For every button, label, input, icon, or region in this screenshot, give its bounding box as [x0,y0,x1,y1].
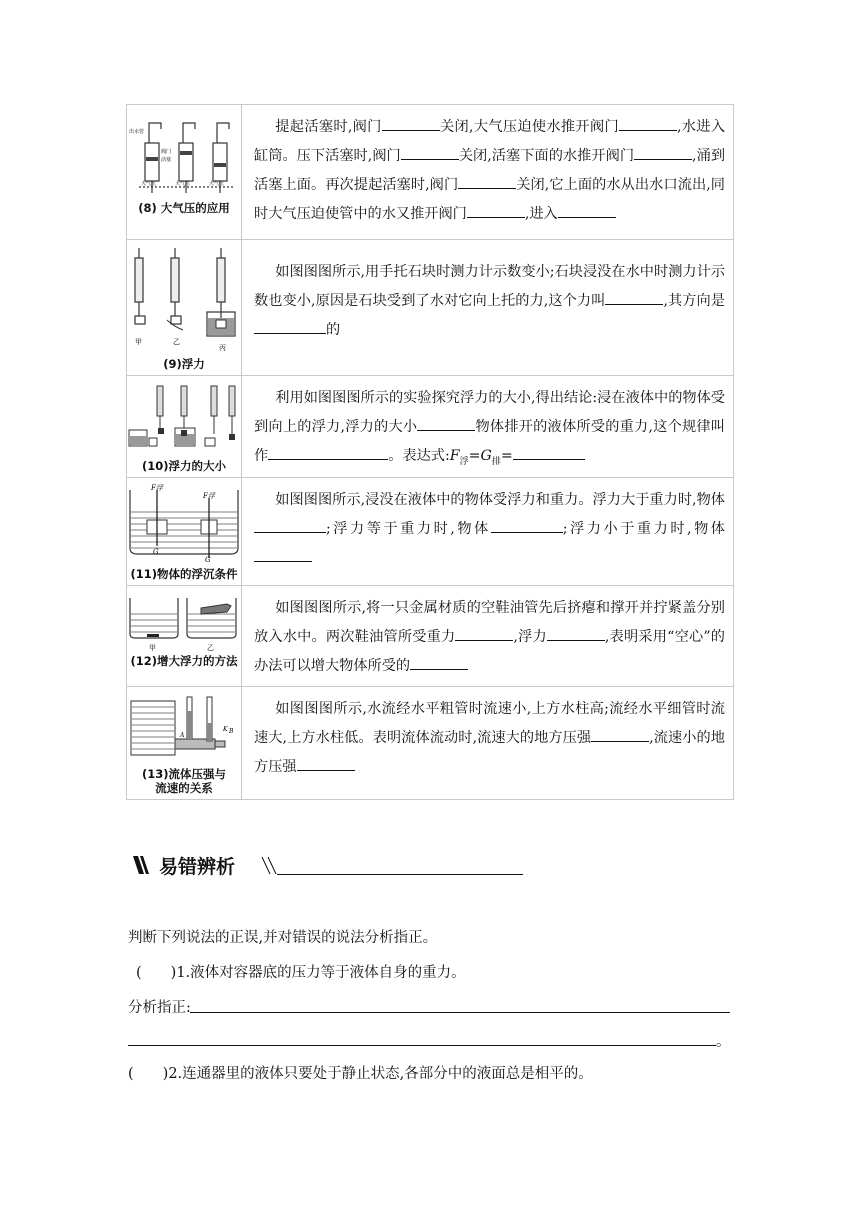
figure-cell-10 [127,376,242,478]
row-text-13 [242,686,734,799]
answer-blank[interactable] [634,143,692,160]
answer-blank[interactable] [254,317,326,334]
figure-cell-12 [127,585,242,686]
text-part: 提起活塞时,阀门 [275,119,382,135]
figure-cell-9 [127,240,242,376]
answer-blank[interactable] [605,288,663,305]
figure-label: 大气压 [175,181,191,187]
section-title: 易错辨析 [159,856,236,878]
answer-blank[interactable] [558,201,616,218]
intro-text: 判断下列说法的正误,并对错误的说法分析指正。 [128,930,438,946]
formula-eq: =G [468,448,492,464]
text-part: 关闭,大气压迫使水推开阀门 [439,119,619,135]
text-part: ;浮力小于重力时,物体 [562,520,725,537]
figure-cell-13 [127,686,242,799]
figure-label: K [223,725,228,733]
caption-line: 流速的关系 [155,780,213,795]
figure-cell-11 [127,477,242,585]
float-sink-figure [127,482,241,562]
pump-figure [127,113,241,213]
question-1 [136,961,466,982]
row-text-9 [242,240,734,376]
row-text-10 [242,376,734,478]
analysis-label: 分析指正: [128,1000,191,1016]
question-2 [128,1062,593,1083]
hollow-method-figure [127,590,241,662]
answer-blank[interactable] [455,624,513,641]
answer-blank[interactable] [513,443,585,460]
answer-blank[interactable] [410,653,468,670]
figure-label: 甲 [135,338,142,346]
figure-label: 甲 [149,643,156,652]
figure-label: 乙 [207,643,214,652]
text-part: 如图图图所示,水流经水平粗管时流速小,上方水柱高;流经水平细管时流速大,上方水柱低。表明流体流动时,流速大的地方压强 [254,700,725,746]
slash-decoration-icon [131,854,153,878]
text-part: ,水进入缸筒。压下活塞时,阀门 [254,119,726,164]
knowledge-table [126,104,734,800]
text-part: 物体排开的液体所受的重力,这个规律叫作 [254,419,725,464]
figure-label: F浮 [203,491,215,500]
figure-label: 乙 [173,338,180,346]
analysis-line[interactable] [190,1012,730,1013]
text-part: 关闭,它上面的水从出水口流出,同时大气压迫使管中的水又推开阀门 [254,177,725,222]
figure-label: 阀门 [161,149,172,155]
buoyancy-figure [127,244,241,356]
figure-cell-8 [127,105,242,240]
figure-label: 丙 [219,344,226,352]
answer-blank[interactable] [382,114,440,131]
answer-blank[interactable] [254,516,326,533]
text-part: ,流速小的地方压强 [254,729,725,775]
analysis-line[interactable] [128,1045,716,1046]
figure-caption: (12)增大浮力的方法 [130,653,238,668]
answer-blank[interactable] [547,624,605,641]
figure-caption: (9)浮力 [163,357,205,371]
text-part: 。表达式: [388,448,450,464]
figure-caption: (8) 大气压的应用 [138,201,230,215]
text-part: ,其方向是 [663,293,725,309]
figure-label: 大气压 [209,181,225,187]
answer-blank[interactable] [268,443,388,460]
text-part: 关闭,活塞下面的水推开阀门 [458,148,635,164]
formula-f: F [449,448,460,464]
text-part: ,浮力 [513,628,547,645]
question-text: 2.连通器里的液体只要处于静止状态,各部分中的液面总是相平的。 [168,1066,593,1082]
text-part: ,进入 [524,206,558,222]
formula-sub: 浮 [459,456,469,467]
answer-blank[interactable] [401,143,459,160]
text-part: 如图图图所示,将一只金属材质的空鞋油管先后挤瘪和撑开并拧紧盖分别放入水中。两次鞋油管所受重力 [254,599,725,645]
figure-label: A [180,731,185,739]
answer-bracket[interactable]: ( ) [128,1066,169,1082]
text-part: 的 [326,322,341,338]
formula-tail: = [500,448,513,464]
answer-blank[interactable] [458,172,516,189]
figure-label: B [229,727,234,735]
figure-label: 出水管 [129,129,145,135]
figure-label: 大气压 [141,181,157,187]
section-header [131,850,531,880]
figure-label: F浮 [151,483,163,492]
period-mark: 。 [716,1034,731,1050]
caption-line: (13)流体压强与 [141,766,226,781]
section-rule [277,874,523,875]
text-part: 如图图图所示,浸没在液体中的物体受浮力和重力。浮力大于重力时,物体 [275,491,725,508]
text-part: 利用如图图图所示的实验探究浮力的大小,得出结论:浸在液体中的物体受到向上的浮力,浮力的大小 [254,390,725,435]
text-part: 如图图图所示,用手托石块时测力计示数变小;石块浸没在水中时测力计示数也变小,原因是石块受到了水对它向上托的力,这个力叫 [254,264,725,309]
figure-label: 活塞 [161,157,172,163]
answer-blank[interactable] [254,545,312,562]
row-text-11 [242,477,734,585]
answer-blank[interactable] [297,754,355,771]
row-text-12 [242,585,734,686]
text-part: ,表明采用“空心”的办法可以增大物体所受的 [254,628,725,674]
row-text-8 [242,105,734,240]
answer-blank[interactable] [417,414,475,431]
answer-blank[interactable] [619,114,677,131]
formula-sub: 排 [491,456,501,467]
answer-bracket[interactable]: ( ) [136,965,177,981]
question-text: 1.液体对容器底的压力等于液体自身的重力。 [176,965,466,981]
figure-label: G [153,547,159,556]
figure-label: G [205,555,211,562]
figure-caption: (10)浮力的大小 [141,458,226,473]
figure-caption [127,767,241,795]
flow-pressure-figure [127,693,241,763]
text-part: ,涌到活塞上面。再次提起活塞时,阀门 [254,148,726,193]
answer-blank[interactable] [467,201,525,218]
answer-blank[interactable] [591,725,649,742]
answer-blank[interactable] [491,516,563,533]
archimedes-figure [127,380,241,456]
figure-caption: (11)物体的浮沉条件 [130,566,238,581]
text-part: ;浮力等于重力时,物体 [326,520,491,537]
